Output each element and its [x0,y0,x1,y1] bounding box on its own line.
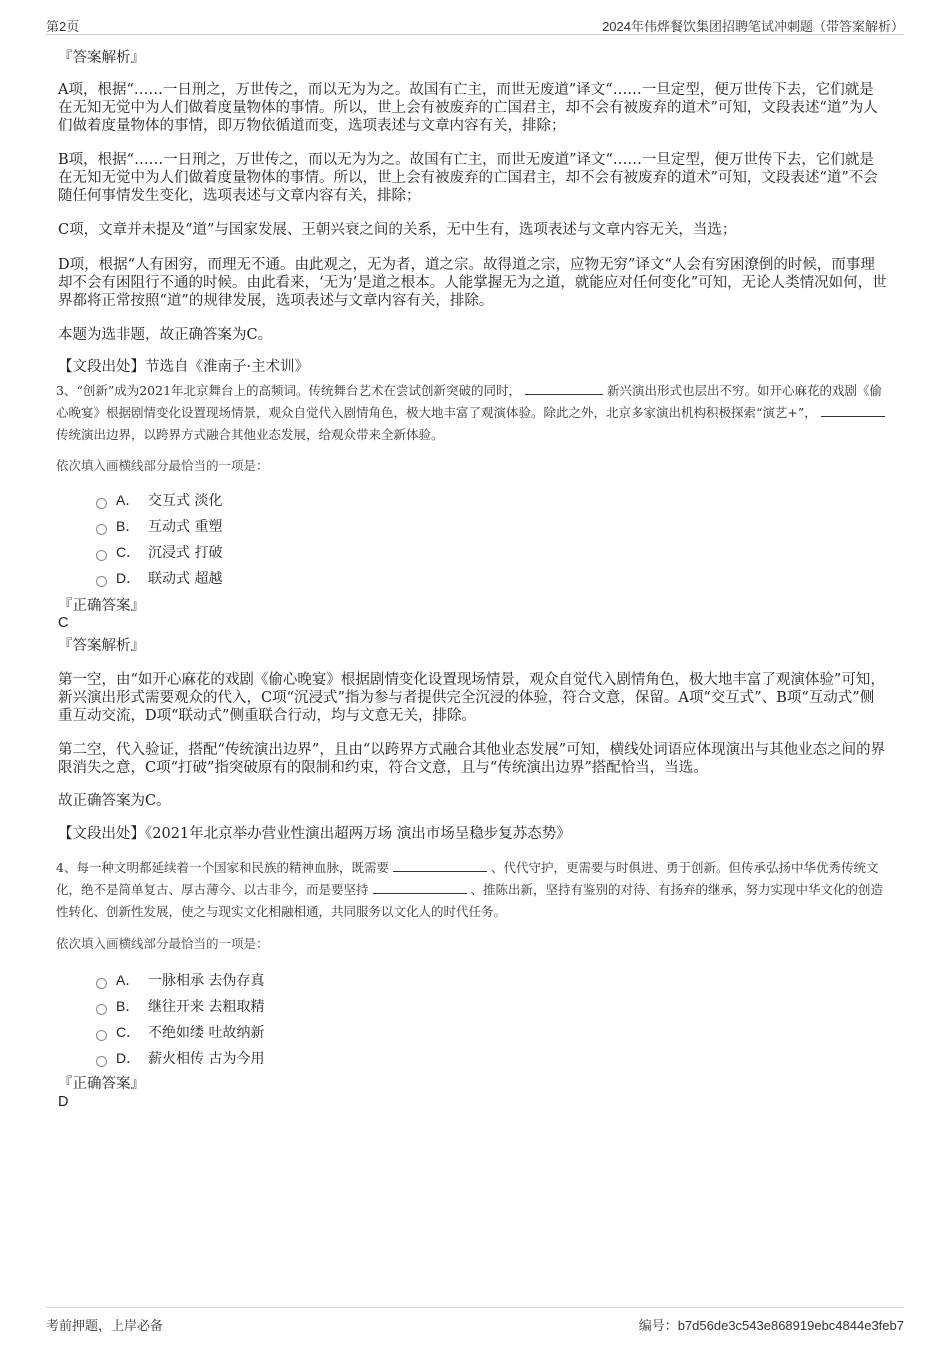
q4-options [96,967,264,1071]
q4-stem [56,857,890,923]
q2-conclusion [58,326,888,344]
paragraph: B项，根据“……一日刑之，万世传之，而以无为为之。故国有亡主，而世无废道”译文“……一旦定型，便万世传下去，它们就是在无知无觉中为人们做着度量物体的事情。所以，世上会有被废弃的亡国君主，却不会有被废弃的道术”可知，文段表述“道”不会随任何事情发生变化，选项表述与文章内容有关，排除； [58,152,878,204]
radio-icon[interactable] [96,550,107,561]
q2-analysis-b [58,151,888,205]
option-a[interactable]: A． 一脉相承 去伪存真 [96,967,264,993]
q2-analysis-a [58,81,888,135]
option-d[interactable]: D． 薪火相传 古为今用 [96,1045,264,1071]
option-b[interactable]: B． 继往开来 去粗取精 [96,993,264,1019]
q3-options [96,487,222,591]
q3-answer-heading: 『正确答案』 [58,598,145,614]
radio-icon[interactable] [96,1030,107,1041]
paragraph: 故正确答案为C。 [58,793,171,809]
q3-analysis-1 [58,671,888,725]
paragraph: C项，文章并未提及“道”与国家发展、王朝兴衰之间的关系，无中生有，选项表述与文章内容无关，当选； [58,222,737,238]
paragraph: 本题为选非题，故正确答案为C。 [58,327,273,343]
q3-hint: 依次填入画横线部分最恰当的一项是： [56,458,269,473]
fill-blank [821,404,885,417]
fill-blank [393,859,487,872]
paragraph: 第一空，由“如开心麻花的戏剧《偷心晚宴》根据剧情变化设置现场情景，观众自觉代入剧情角色，极大地丰富了观演体验”可知，新兴演出形式需要观众的代入，C项“沉浸式”指为参与者提供完全沉浸的体验，符合文意，保留。A项“交互式”、B项“互动式”侧重互动交流，D项“联动式”侧重联合行动，均与文意无关，排除。 [58,672,885,724]
document-title: 2024年伟烨餐饮集团招聘笔试冲刺题（带答案解析） [602,19,904,34]
option-d[interactable]: D． 联动式 超越 [96,565,222,591]
radio-icon[interactable] [96,1056,107,1067]
q3-analysis-heading: 『答案解析』 [58,638,145,654]
radio-icon[interactable] [96,978,107,989]
q2-source [58,358,888,376]
q3-conclusion [58,792,888,810]
fill-blank [373,881,467,894]
paragraph: 第二空，代入验证，搭配“传统演出边界”，且由“以跨界方式融合其他业态发展”可知，横线处词语应体现演出与其他业态之间的界限消失之意，C项“打破”指突破原有的限制和约束，符合文意，且与“传统演出边界”搭配恰当，当选。 [58,742,886,776]
page-number: 第2页 [46,19,80,34]
q2-analysis-heading: 『答案解析』 [58,50,145,66]
stem-text: 、推陈出新，坚持有鉴别的对待、有扬弃的继承，努力实现中华文化的创造性转化、创新性发展，使之与现实文化相融相通，共同服务以文化人的时代任务。 [56,882,884,919]
fill-blank [525,382,603,395]
radio-icon[interactable] [96,576,107,587]
radio-icon[interactable] [96,524,107,535]
q4-answer: D [58,1094,69,1110]
option-b[interactable]: B． 互动式 重塑 [96,513,222,539]
q3-analysis-2 [58,741,888,777]
option-a[interactable]: A． 交互式 淡化 [96,487,222,513]
stem-text: 传统演出边界，以跨界方式融合其他业态发展，给观众带来全新体验。 [56,427,444,442]
option-c[interactable]: C． 不绝如缕 吐故纳新 [96,1019,264,1045]
radio-icon[interactable] [96,1004,107,1015]
q2-analysis-d [58,256,888,310]
option-c[interactable]: C． 沉浸式 打破 [96,539,222,565]
q2-analysis-c [58,221,888,239]
stem-text: 4、每一种文明都延续着一个国家和民族的精神血脉，既需要 [56,860,389,875]
q3-answer: C [58,615,69,631]
q3-stem [56,380,890,446]
q4-hint: 依次填入画横线部分最恰当的一项是： [56,936,269,951]
source-line: 【文段出处】节选自《淮南子·主术训》 [58,359,310,375]
stem-text: 新兴演出形式也层出不穷。如开心麻花的戏剧《偷心晚宴》根据剧情变化设置现场情景，观众自觉代入剧情角色，极大地丰富了观演体验。除此之外，北京多家演出机构积极探索“演艺+”， [56,383,883,420]
page-header [46,14,904,35]
document-serial: 编号：b7d56de3c543e868919ebc4844e3feb7 [638,1318,904,1333]
paragraph: A项，根据“……一日刑之，万世传之，而以无为为之。故国有亡主，而世无废道”译文“……一旦定型，便万世传下去，它们就是在无知无觉中为人们做着度量物体的事情。所以，世上会有被废弃的亡国君主，却不会有被废弃的道术”可知，文段表述“道”为人们做着度量物体的事情，即万物依循道而变，选项表述与文章内容有关，排除； [58,82,878,134]
source-line: 【文段出处】《2021年北京举办营业性演出超两万场 演出市场呈稳步复苏态势》 [58,826,571,842]
stem-text: 3、“创新”成为2021年北京舞台上的高频词。传统舞台艺术在尝试创新突破的同时， [56,383,522,398]
radio-icon[interactable] [96,498,107,509]
paragraph: D项，根据“人有困穷，而理无不通。由此观之，无为者，道之宗。故得道之宗，应物无穷”译文“人会有穷困潦倒的时候，而事理却不会有困阻行不通的时候。由此看来，‘无为’是道之根本。人能掌握无为之道，就能应对任何变化”可知，无论人类情况如何，世界都将正常按照“道”的规律发展，选项表述与文章内容有关，排除。 [58,257,887,309]
stem-text: 、代代守护，更需要与时俱进、勇于创新。但传承弘扬中华优秀传统文化，绝不是简单复古、厚古薄今、以古非今，而是要坚持 [56,860,879,897]
page-footer [46,1307,904,1334]
q3-source [58,825,888,843]
q4-answer-heading: 『正确答案』 [58,1076,145,1092]
footer-slogan: 考前押题，上岸必备 [46,1318,164,1333]
